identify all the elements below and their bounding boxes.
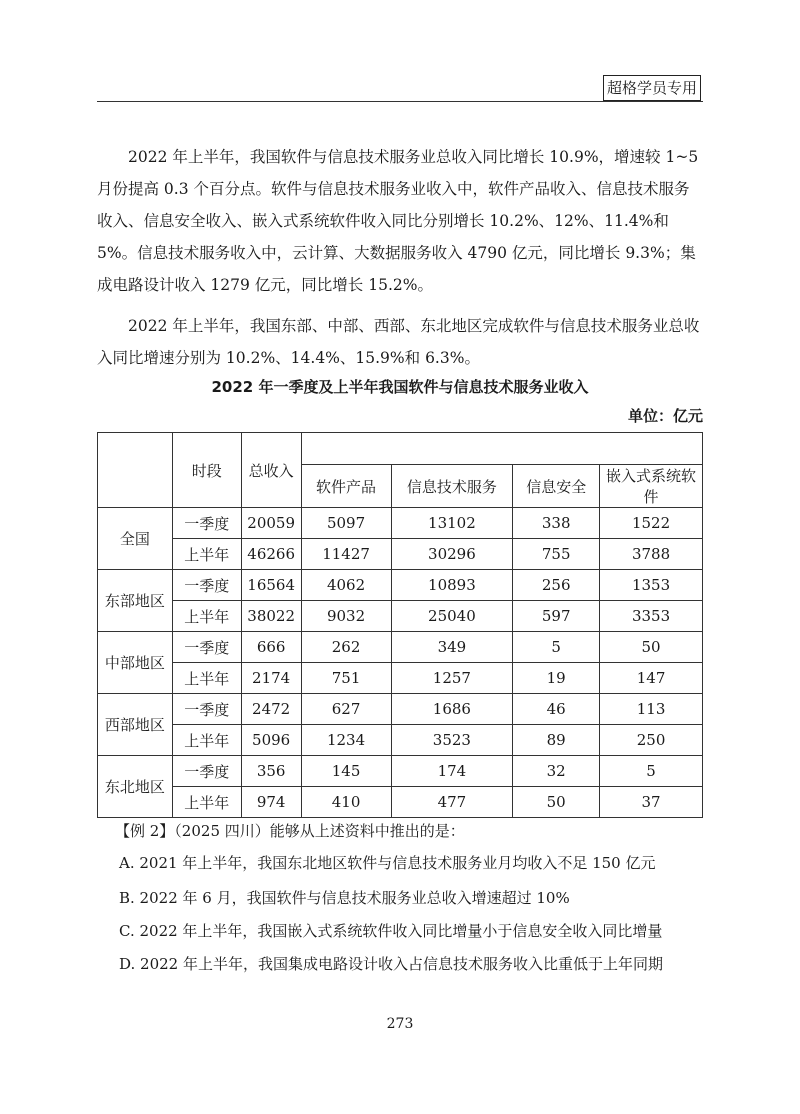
- value-cell: 338: [513, 508, 600, 539]
- value-cell: 50: [600, 632, 703, 663]
- value-cell: 13102: [391, 508, 513, 539]
- value-cell: 147: [600, 663, 703, 694]
- value-cell: 25040: [391, 601, 513, 632]
- header-total: 总收入: [241, 433, 301, 508]
- header-blank: [301, 433, 702, 465]
- value-cell: 174: [391, 756, 513, 787]
- value-cell: 145: [301, 756, 391, 787]
- table-unit: 单位：亿元: [627, 407, 703, 425]
- period-cell: 一季度: [172, 570, 241, 601]
- value-cell: 1522: [600, 508, 703, 539]
- period-cell: 一季度: [172, 694, 241, 725]
- value-cell: 349: [391, 632, 513, 663]
- option-c[interactable]: C. 2022 年上半年，我国嵌入式系统软件收入同比增量小于信息安全收入同比增量: [119, 922, 663, 940]
- value-cell: 89: [513, 725, 600, 756]
- period-cell: 上半年: [172, 601, 241, 632]
- option-d[interactable]: D. 2022 年上半年，我国集成电路设计收入占信息技术服务收入比重低于上年同期: [119, 955, 663, 973]
- paragraph-1: 2022 年上半年，我国软件与信息技术服务业总收入同比增长 10.9%，增速较 1~5 月份提高 0.3 个百分点。软件与信息技术服务业收入中，软件产品收入、信息技术服务收入、信息安全收入、嵌入式系统软件收入同比分别增长 10.2%、12%、11.4%和 5%。信息技术服务收入中，云计算、大数据服务收入 4790 亿元，同比增长 9.3%；集成电路设计收入 1279 亿元，同比增长 15.2%。: [97, 148, 699, 294]
- value-cell: 3523: [391, 725, 513, 756]
- value-cell: 974: [241, 787, 301, 818]
- value-cell: 38022: [241, 601, 301, 632]
- region-cell: 全国: [98, 508, 173, 570]
- period-cell: 一季度: [172, 756, 241, 787]
- value-cell: 597: [513, 601, 600, 632]
- value-cell: 250: [600, 725, 703, 756]
- question-stem: 【例 2】（2025 四川）能够从上述资料中推出的是：: [115, 822, 465, 840]
- period-cell: 上半年: [172, 663, 241, 694]
- region-cell: 东部地区: [98, 570, 173, 632]
- region-cell: 西部地区: [98, 694, 173, 756]
- header-divider: [97, 101, 703, 102]
- value-cell: 666: [241, 632, 301, 663]
- value-cell: 1234: [301, 725, 391, 756]
- table-row: [98, 694, 703, 725]
- table-row: [98, 787, 703, 818]
- value-cell: 113: [600, 694, 703, 725]
- period-cell: 一季度: [172, 508, 241, 539]
- value-cell: 46266: [241, 539, 301, 570]
- table-body: [98, 508, 703, 818]
- table-row: [98, 725, 703, 756]
- value-cell: 1686: [391, 694, 513, 725]
- value-cell: 751: [301, 663, 391, 694]
- value-cell: 1353: [600, 570, 703, 601]
- header-period: 时段: [172, 433, 241, 508]
- value-cell: 11427: [301, 539, 391, 570]
- period-cell: 上半年: [172, 539, 241, 570]
- value-cell: 3788: [600, 539, 703, 570]
- value-cell: 4062: [301, 570, 391, 601]
- table-row: [98, 508, 703, 539]
- table-row: [98, 539, 703, 570]
- value-cell: 10893: [391, 570, 513, 601]
- revenue-table: [97, 432, 703, 818]
- value-cell: 755: [513, 539, 600, 570]
- value-cell: 627: [301, 694, 391, 725]
- table-row: [98, 601, 703, 632]
- header-embedded-software: 嵌入式系统软件: [600, 465, 703, 508]
- value-cell: 5097: [301, 508, 391, 539]
- header-tag: 超格学员专用: [603, 75, 701, 101]
- period-cell: 上半年: [172, 725, 241, 756]
- table-row: [98, 663, 703, 694]
- value-cell: 256: [513, 570, 600, 601]
- value-cell: 5: [600, 756, 703, 787]
- page-number: 273: [386, 1016, 414, 1032]
- value-cell: 2472: [241, 694, 301, 725]
- value-cell: 3353: [600, 601, 703, 632]
- value-cell: 5096: [241, 725, 301, 756]
- value-cell: 16564: [241, 570, 301, 601]
- region-cell: 东北地区: [98, 756, 173, 818]
- value-cell: 9032: [301, 601, 391, 632]
- value-cell: 32: [513, 756, 600, 787]
- table-caption: 2022 年一季度及上半年我国软件与信息技术服务业收入: [211, 378, 589, 396]
- value-cell: 356: [241, 756, 301, 787]
- value-cell: 19: [513, 663, 600, 694]
- value-cell: 2174: [241, 663, 301, 694]
- value-cell: 46: [513, 694, 600, 725]
- option-a[interactable]: A. 2021 年上半年，我国东北地区软件与信息技术服务业月均收入不足 150 亿元: [119, 854, 656, 872]
- table-row: [98, 570, 703, 601]
- paragraph-2: 2022 年上半年，我国东部、中部、西部、东北地区完成软件与信息技术服务业总收入同比增速分别为 10.2%、14.4%、15.9%和 6.3%。: [97, 317, 700, 367]
- region-cell: 中部地区: [98, 632, 173, 694]
- value-cell: 1257: [391, 663, 513, 694]
- period-cell: 上半年: [172, 787, 241, 818]
- header-corner: [98, 433, 173, 508]
- value-cell: 37: [600, 787, 703, 818]
- table-row: [98, 756, 703, 787]
- header-info-security: 信息安全: [513, 465, 600, 508]
- value-cell: 20059: [241, 508, 301, 539]
- value-cell: 477: [391, 787, 513, 818]
- value-cell: 410: [301, 787, 391, 818]
- value-cell: 262: [301, 632, 391, 663]
- table-row: [98, 632, 703, 663]
- period-cell: 一季度: [172, 632, 241, 663]
- option-b[interactable]: B. 2022 年 6 月，我国软件与信息技术服务业总收入增速超过 10%: [119, 889, 570, 907]
- value-cell: 50: [513, 787, 600, 818]
- value-cell: 5: [513, 632, 600, 663]
- header-software-products: 软件产品: [301, 465, 391, 508]
- value-cell: 30296: [391, 539, 513, 570]
- header-it-services: 信息技术服务: [391, 465, 513, 508]
